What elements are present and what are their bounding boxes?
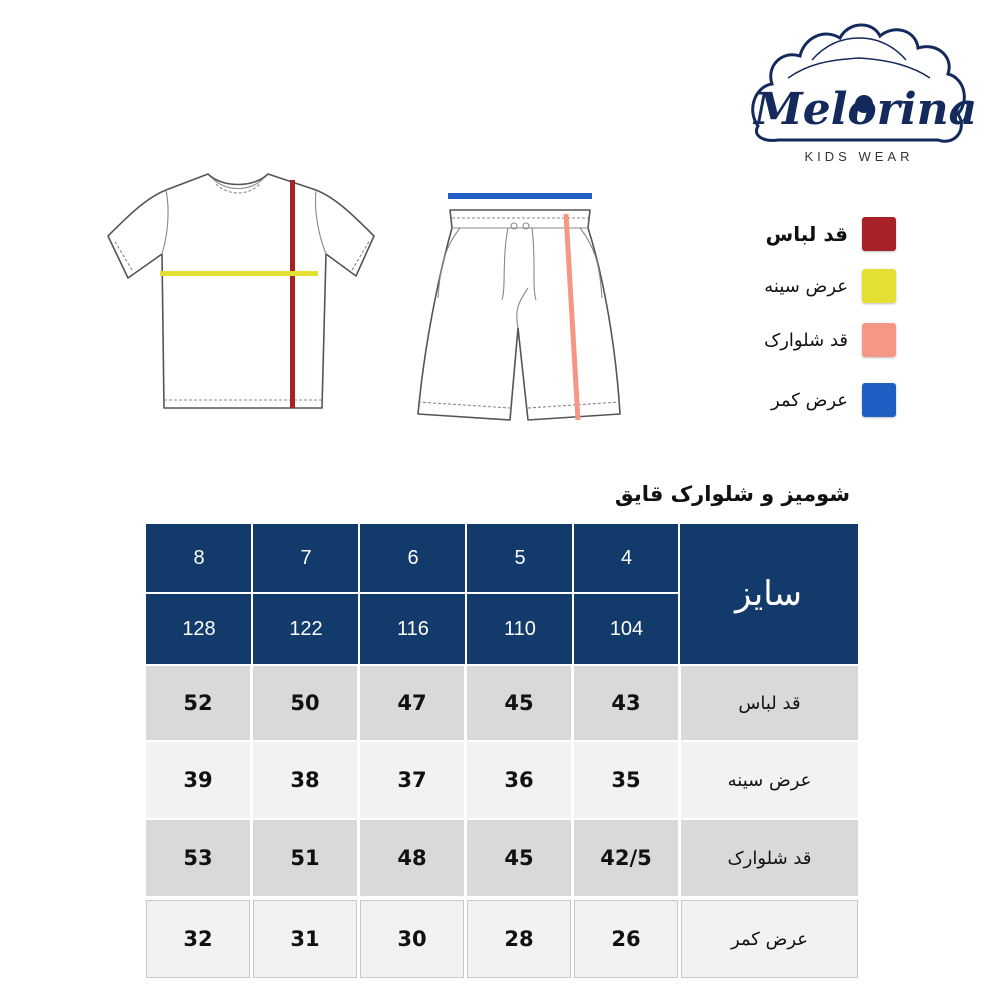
size-header: سایز [679,524,858,664]
row-label: قد لباس [681,666,858,740]
table-cell: 36 [467,742,571,818]
table-cell: 26 [574,900,678,978]
row-label: عرض کمر [681,900,858,978]
row-label: قد شلوارک [681,820,858,896]
chest-width-swatch [862,269,896,303]
table-cell: 52 [146,666,250,740]
table-cell: 43 [574,666,678,740]
legend-label: قد شلوارک [764,329,848,351]
legend-label: عرض سینه [764,275,848,297]
table-cell: 45 [467,820,571,896]
brand-logo [748,14,978,172]
table-cell: 51 [253,820,357,896]
table-cell: 31 [253,900,357,978]
row-label: عرض سینه [681,742,858,818]
legend-item-dress-length [766,216,896,252]
size-cell: 7 [253,524,359,592]
table-cell: 48 [360,820,464,896]
dress-length-swatch [862,217,896,251]
size-cell: 5 [467,524,573,592]
height-cell: 122 [253,594,359,664]
table-cell: 30 [360,900,464,978]
table-cell: 37 [360,742,464,818]
height-cell: 128 [146,594,252,664]
height-cell: 110 [467,594,573,664]
table-cell: 53 [146,820,250,896]
divider [251,524,253,664]
table-title: شومیز و شلوارک قایق [614,482,850,506]
height-cell: 104 [574,594,679,664]
logo-tagline: KIDS WEAR [804,149,914,164]
size-cell: 8 [146,524,252,592]
shorts-diagram [410,188,630,432]
table-cell: 38 [253,742,357,818]
table-cell: 50 [253,666,357,740]
height-cell: 116 [360,594,466,664]
divider [146,592,678,594]
divider [572,524,574,664]
table-cell: 39 [146,742,250,818]
legend-label: قد لباس [765,222,848,246]
table-cell: 47 [360,666,464,740]
shorts-length-swatch [862,323,896,357]
size-cell: 4 [574,524,679,592]
legend-item-waist-width [771,382,896,418]
table-cell: 42/5 [574,820,678,896]
legend-item-chest-width [764,268,896,304]
divider [465,524,467,664]
table-cell: 45 [467,666,571,740]
legend-item-shorts-length [764,322,896,358]
tshirt-diagram [104,154,380,418]
size-table [146,524,858,978]
divider [678,524,680,664]
table-cell: 35 [574,742,678,818]
divider [358,524,360,664]
table-cell: 28 [467,900,571,978]
logo-wordmark: Melorina [754,84,978,135]
size-cell: 6 [360,524,466,592]
table-cell: 32 [146,900,250,978]
legend-label: عرض کمر [770,389,848,411]
waist-width-swatch [862,383,896,417]
